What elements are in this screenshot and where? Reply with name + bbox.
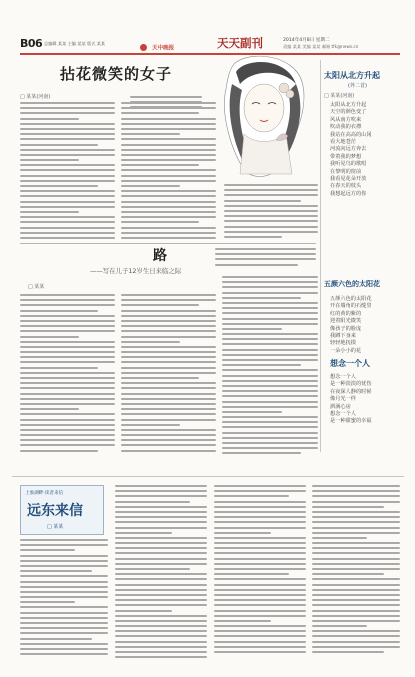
sidebar-byline: □ 某某(河南)	[324, 93, 355, 99]
poem-line: 像月光一样	[330, 396, 356, 403]
letters-header-box	[20, 485, 104, 535]
column-divider	[320, 60, 321, 452]
article-2-title: 路	[153, 248, 167, 264]
letters-byline: □ 某某	[47, 524, 64, 530]
poem-3-title: 想念一个人	[330, 358, 370, 368]
girl-illustration	[214, 54, 316, 180]
article-title: 拈花微笑的女子	[60, 65, 173, 83]
poem-line: 五颜六色的太阳花	[330, 296, 372, 302]
poem-line: 想念一个人	[330, 411, 356, 418]
article-1	[20, 60, 318, 240]
poem-line: 在黎明的窗前	[330, 168, 362, 175]
masthead	[0, 0, 415, 54]
section-rule	[20, 243, 316, 244]
sidebar-title: 太阳从北方升起	[324, 70, 380, 80]
poem-line: 开在墙角的石缝里	[330, 303, 372, 310]
article-2-subtitle: ——写在儿子12岁生日来临之际	[90, 267, 182, 275]
poem-2	[330, 296, 372, 355]
poem-line: 天空的颜色变了	[330, 109, 367, 116]
letters-col1	[20, 539, 108, 663]
article-body-col1	[20, 102, 115, 239]
poem-line: 我蹲下身来	[330, 333, 356, 340]
poem-line: 在春天的枝头	[330, 183, 362, 190]
poem-line: 看大地苍茫	[330, 139, 356, 146]
poem-line: 我看见花朵开放	[330, 176, 367, 183]
poem-line: 洒满心房	[330, 403, 351, 410]
poem-line: 一朵小小的花	[330, 347, 362, 354]
masthead-rule	[20, 53, 400, 55]
poem-line: 我想起远方的你	[330, 190, 367, 197]
article-body-col3-bottom	[224, 184, 318, 240]
article-2-body-col3	[222, 276, 318, 454]
poem-line: 太阳从北方升起	[330, 102, 367, 108]
poem-line: 轻轻地抚摸	[330, 340, 356, 347]
poem-line: 想念一个人	[330, 374, 356, 380]
poem-line: 带着我的梦想	[330, 153, 362, 160]
letters-col4	[312, 485, 400, 663]
poem-line: 迎着阳光微笑	[330, 318, 362, 325]
poem-line: 像孩子的脸庞	[330, 325, 362, 332]
article-body-col2	[121, 102, 216, 239]
article-byline: □ 某某(河南)	[20, 94, 51, 100]
letters-title: 远东来信	[27, 503, 83, 519]
masthead-info-left: 总编辑 某某 主编 某某 版式 某某	[44, 41, 106, 46]
poem-line: 风从南方吹来	[330, 116, 362, 123]
edit-line: 责编 某某 美编 某某 邮箱 tfk@news.cn	[283, 44, 359, 49]
poem-line: 我听见鸟的歌唱	[330, 161, 367, 168]
sidebar	[324, 60, 404, 452]
letters-col2	[115, 485, 207, 663]
poem-3	[330, 374, 372, 426]
logo-swirl-icon	[140, 44, 147, 51]
section-title: 天天副刊	[217, 36, 263, 50]
article-2	[20, 246, 318, 456]
poem-line: 河流向远方奔去	[330, 146, 367, 153]
poem-line: 吹动我的衣襟	[330, 124, 362, 131]
letters-col3	[214, 485, 306, 663]
date-line: 2014年4月8日 星期二	[283, 38, 330, 43]
poem-line: 是一种甜蜜的幸福	[330, 418, 372, 425]
article-2-top-text	[215, 248, 316, 266]
article-2-body-col2	[121, 294, 216, 454]
newspaper-logo: 天中晚报	[140, 37, 174, 56]
article-2-byline: □ 某某	[28, 284, 45, 290]
sidebar-subtitle: (外二首)	[348, 83, 367, 89]
article-2-body-col1	[20, 294, 115, 454]
letters-header-small: 上象湖畔·读者来信	[25, 491, 64, 496]
poem-line: 我站在高高的山冈	[330, 131, 372, 138]
page-code: B06	[20, 37, 43, 50]
letters-section	[12, 476, 404, 667]
poem-2-title: 五颜六色的太阳花	[324, 279, 380, 288]
poem-line: 在夜深人静的时候	[330, 388, 372, 395]
poem-1	[330, 102, 372, 198]
article-body-col3-top	[130, 96, 202, 114]
poem-line: 红的黄的紫的	[330, 310, 362, 317]
poem-line: 是一种淡淡的忧伤	[330, 381, 372, 388]
